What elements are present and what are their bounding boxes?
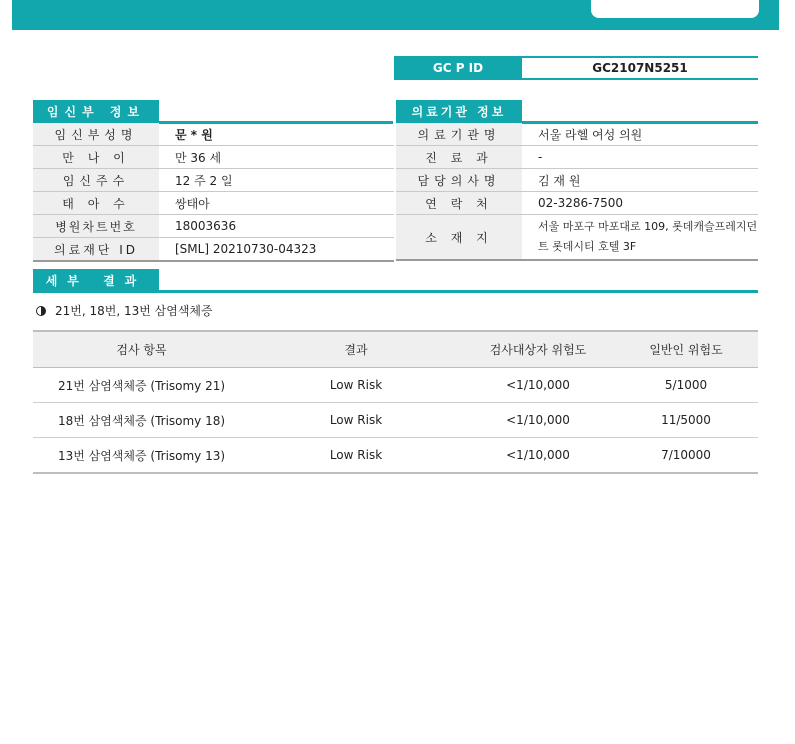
table-row: 진 료 과 - <box>396 146 758 169</box>
pregnant-info-table <box>33 123 394 262</box>
table-row: 만 나 이 만 36 세 <box>33 146 394 169</box>
column-header: 일반인 위험도 <box>614 331 758 368</box>
table-row: 병원차트번호 18003636 <box>33 215 394 238</box>
half-circle-icon <box>36 306 46 316</box>
column-header: 검사대상자 위험도 <box>462 331 614 368</box>
table-row: 의료재단 ID [SML] 20210730-04323 <box>33 238 394 262</box>
table-row: 임신주수 12 주 2 일 <box>33 169 394 192</box>
table-row: 21번 삼염색체증 (Trisomy 21) Low Risk <1/10,000 5/1000 <box>33 368 758 403</box>
details-subtitle-text: 21번, 18번, 13번 삼염색체증 <box>55 304 213 318</box>
details-header <box>33 269 758 291</box>
table-row: 담당의사명 김 재 원 <box>396 169 758 192</box>
table-row: 임신부성명 문 * 원 <box>33 123 394 146</box>
pregnant-info-title: 임신부 정보 <box>33 100 159 122</box>
table-row: 연 락 처 02-3286-7500 <box>396 192 758 215</box>
details-subtitle <box>36 302 213 319</box>
gcpid-label: GC P ID <box>394 58 522 78</box>
details-title: 세부 결과 <box>33 269 159 291</box>
table-row: 태 아 수 쌍태아 <box>33 192 394 215</box>
table-row: 의료기관명 서울 라헬 여성 의원 <box>396 123 758 146</box>
table-row: 18번 삼염색체증 (Trisomy 18) Low Risk <1/10,000 11/5000 <box>33 403 758 438</box>
institution-info-table <box>396 123 758 261</box>
results-table <box>33 330 758 474</box>
results-header-row <box>33 331 758 368</box>
table-row: 소 재 지 서울 마포구 마포대로 109, 롯데캐슬프레지던트 롯데시티 호텔 3F <box>396 215 758 261</box>
table-row: 13번 삼염색체증 (Trisomy 13) Low Risk <1/10,000 7/10000 <box>33 438 758 474</box>
gcpid-box <box>394 56 758 80</box>
institution-info-title: 의료기관 정보 <box>396 100 522 122</box>
header-tab <box>591 0 759 18</box>
institution-info-header <box>396 100 758 122</box>
column-header: 검사 항목 <box>33 331 250 368</box>
pregnant-info-header <box>33 100 393 122</box>
gcpid-value: GC2107N5251 <box>592 61 688 75</box>
column-header: 결과 <box>250 331 462 368</box>
header-bar <box>12 0 779 30</box>
